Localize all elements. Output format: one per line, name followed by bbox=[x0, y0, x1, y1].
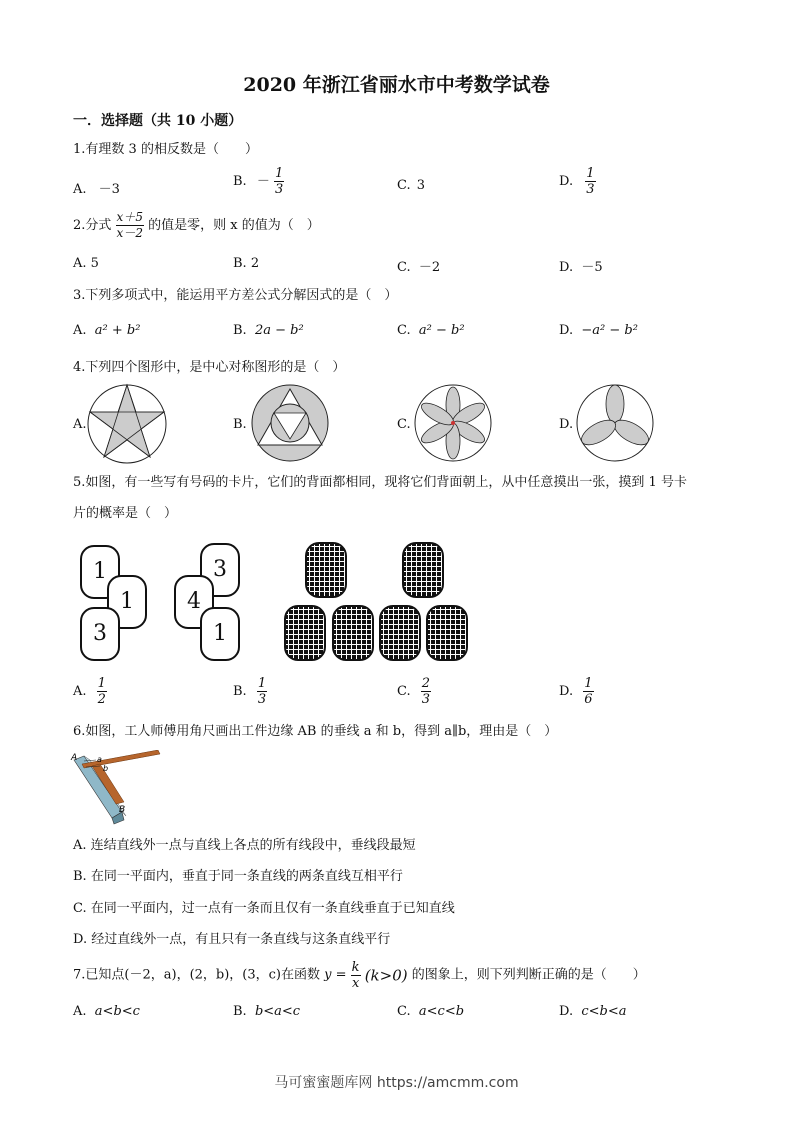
q1-option-a[interactable] bbox=[73, 178, 120, 197]
number-card: 1 bbox=[107, 575, 147, 629]
fraction-numerator: k bbox=[351, 960, 360, 975]
q4-option-b-label[interactable]: B. bbox=[233, 417, 247, 432]
option-label: C. bbox=[397, 178, 411, 193]
footer-watermark[interactable]: 马可蜜蜜题库网 https://amcmm.com bbox=[274, 1075, 519, 1091]
q5-stem-line1: 5.如图，有一些写有号码的卡片，它们的背面都相同，现将它们背面朝上，从中任意摸出一张，摸到 1 号卡 bbox=[73, 475, 687, 490]
q6-option-c[interactable]: C. 在同一平面内，过一点有一条而且仅有一条直线垂直于已知直线 bbox=[73, 901, 455, 916]
option-label: D. bbox=[559, 323, 574, 338]
page-title: 2020 年浙江省丽水市中考数学试卷 bbox=[243, 74, 550, 96]
q1-stem: 1.有理数 3 的相反数是（ ） bbox=[73, 142, 258, 157]
option-value: 2 bbox=[250, 256, 260, 271]
star-in-circle-figure bbox=[86, 383, 168, 465]
figure-label-B: B bbox=[119, 805, 126, 815]
option-value: b<a<c bbox=[254, 1004, 301, 1019]
fraction-denominator: x bbox=[351, 976, 360, 991]
section-heading: 一．选择题（共 10 小题） bbox=[73, 113, 243, 129]
option-label: A. bbox=[73, 1004, 87, 1019]
q5-option-a[interactable] bbox=[73, 676, 107, 707]
fraction-denominator: x－2 bbox=[116, 226, 143, 240]
fraction-denominator: 2 bbox=[97, 692, 106, 707]
q6-option-a[interactable]: A. 连结直线外一点与直线上各点的所有线段中，垂线段最短 bbox=[73, 838, 416, 853]
fraction-numerator: 1 bbox=[274, 166, 284, 181]
q5-option-b[interactable] bbox=[233, 676, 267, 707]
q7-option-c[interactable] bbox=[397, 1004, 464, 1019]
q7-option-d[interactable] bbox=[559, 1004, 627, 1019]
fraction-numerator: x＋5 bbox=[116, 210, 143, 224]
option-label: A. bbox=[73, 182, 87, 197]
option-label: A. bbox=[73, 256, 87, 271]
card-back bbox=[284, 605, 326, 661]
q2-option-a[interactable] bbox=[73, 256, 99, 271]
option-value: －2 bbox=[418, 260, 441, 275]
option-label: D. bbox=[559, 174, 574, 189]
card-back bbox=[402, 542, 444, 598]
q1-option-d[interactable] bbox=[559, 166, 596, 197]
option-label: C. bbox=[397, 1004, 411, 1019]
fraction-numerator: 1 bbox=[257, 676, 267, 691]
q4-option-a-label[interactable]: A. bbox=[73, 417, 87, 432]
q3-option-a[interactable] bbox=[73, 323, 140, 338]
option-value: 2a − b² bbox=[254, 323, 304, 338]
q2-option-c[interactable] bbox=[397, 256, 440, 275]
option-label: C. bbox=[397, 323, 411, 338]
option-label: B. bbox=[233, 1004, 247, 1019]
fraction-denominator: 3 bbox=[274, 182, 284, 197]
q4-option-d-label[interactable]: D. bbox=[559, 417, 574, 432]
minus-sign: － bbox=[256, 174, 270, 189]
square-ruler-figure bbox=[70, 750, 165, 825]
figure-label-a: a bbox=[97, 755, 102, 764]
q3-option-d[interactable] bbox=[559, 323, 638, 338]
fraction-numerator: 1 bbox=[586, 166, 595, 181]
option-label: A. bbox=[73, 684, 87, 699]
q5-stem-line2: 片的概率是（ ） bbox=[73, 506, 178, 521]
fraction-numerator: 2 bbox=[421, 676, 431, 691]
q6-stem: 6.如图，工人师傅用角尺画出工件边缘 AB 的垂线 a 和 b，得到 a∥b，理由是（ ） bbox=[73, 724, 558, 739]
q4-stem: 4.下列四个图形中，是中心对称图形的是（ ） bbox=[73, 360, 346, 375]
fraction-numerator: 1 bbox=[584, 676, 593, 691]
option-label: A. bbox=[73, 323, 87, 338]
number-card: 4 bbox=[174, 575, 214, 629]
number-card: 1 bbox=[200, 607, 240, 661]
option-label: C. bbox=[397, 260, 411, 275]
fraction-numerator: 1 bbox=[97, 676, 106, 691]
q7-stem bbox=[73, 960, 646, 991]
option-label: B. bbox=[233, 174, 247, 189]
triangle-in-circle-figure bbox=[250, 383, 330, 463]
option-label: B. bbox=[233, 256, 247, 271]
q2-stem-post: 的值是零，则 x 的值为（ ） bbox=[148, 218, 320, 233]
q4-option-c-label[interactable]: C. bbox=[397, 417, 411, 432]
option-label: B. bbox=[233, 684, 247, 699]
option-label: B. bbox=[233, 323, 247, 338]
q6-option-d[interactable]: D. 经过直线外一点，有且只有一条直线与这条直线平行 bbox=[73, 932, 391, 947]
fraction-denominator: 3 bbox=[421, 692, 431, 707]
q2-option-b[interactable] bbox=[233, 256, 259, 271]
number-card: 3 bbox=[200, 543, 240, 597]
q3-stem: 3.下列多项式中，能运用平方差公式分解因式的是（ ） bbox=[73, 288, 398, 303]
q2-stem bbox=[73, 210, 320, 241]
option-value: 5 bbox=[90, 256, 99, 271]
card-back bbox=[379, 605, 421, 661]
option-value: －3 bbox=[98, 182, 120, 197]
q1-option-c[interactable] bbox=[397, 178, 425, 193]
option-value: −a² − b² bbox=[581, 323, 638, 338]
q1-option-b[interactable] bbox=[233, 166, 284, 197]
card-back bbox=[426, 605, 468, 661]
option-label: D. bbox=[559, 1004, 574, 1019]
fraction-denominator: 6 bbox=[584, 692, 593, 707]
option-label: C. bbox=[397, 684, 411, 699]
q7-option-a[interactable] bbox=[73, 1004, 140, 1019]
card-back bbox=[305, 542, 347, 598]
q3-option-b[interactable] bbox=[233, 323, 304, 338]
number-card: 3 bbox=[80, 607, 120, 661]
figure-label-b: b bbox=[103, 764, 109, 773]
option-value: a² − b² bbox=[418, 323, 465, 338]
figure-label-A: A bbox=[71, 753, 78, 763]
option-label: D. bbox=[559, 260, 574, 275]
q3-option-c[interactable] bbox=[397, 323, 465, 338]
option-label: D. bbox=[559, 684, 574, 699]
option-value: －5 bbox=[581, 260, 603, 275]
q5-option-c[interactable] bbox=[397, 676, 431, 707]
q7-option-b[interactable] bbox=[233, 1004, 300, 1019]
q7-stem-post: 的图象上，则下列判断正确的是（ ） bbox=[411, 967, 646, 983]
q5-option-d[interactable] bbox=[559, 676, 594, 707]
function-condition: (k>0) bbox=[364, 966, 408, 985]
function-y: y = bbox=[324, 967, 347, 983]
card-back bbox=[332, 605, 374, 661]
option-value: a² + b² bbox=[94, 323, 141, 338]
q7-stem-pre: 7.已知点(－2，a)，(2，b)，(3，c)在函数 bbox=[73, 967, 321, 983]
three-petal-figure bbox=[575, 383, 655, 463]
q2-stem-pre: 2.分式 bbox=[73, 218, 112, 233]
q2-option-d[interactable] bbox=[559, 256, 603, 275]
fraction-denominator: 3 bbox=[586, 182, 595, 197]
q6-option-b[interactable]: B. 在同一平面内，垂直于同一条直线的两条直线互相平行 bbox=[73, 869, 403, 884]
fraction-denominator: 3 bbox=[257, 692, 267, 707]
option-value: c<b<a bbox=[581, 1004, 627, 1019]
option-value: a<b<c bbox=[94, 1004, 140, 1019]
option-value: a<c<b bbox=[418, 1004, 465, 1019]
six-petal-flower-figure bbox=[413, 383, 493, 463]
number-card: 1 bbox=[80, 545, 120, 599]
option-value: 3 bbox=[416, 178, 426, 193]
